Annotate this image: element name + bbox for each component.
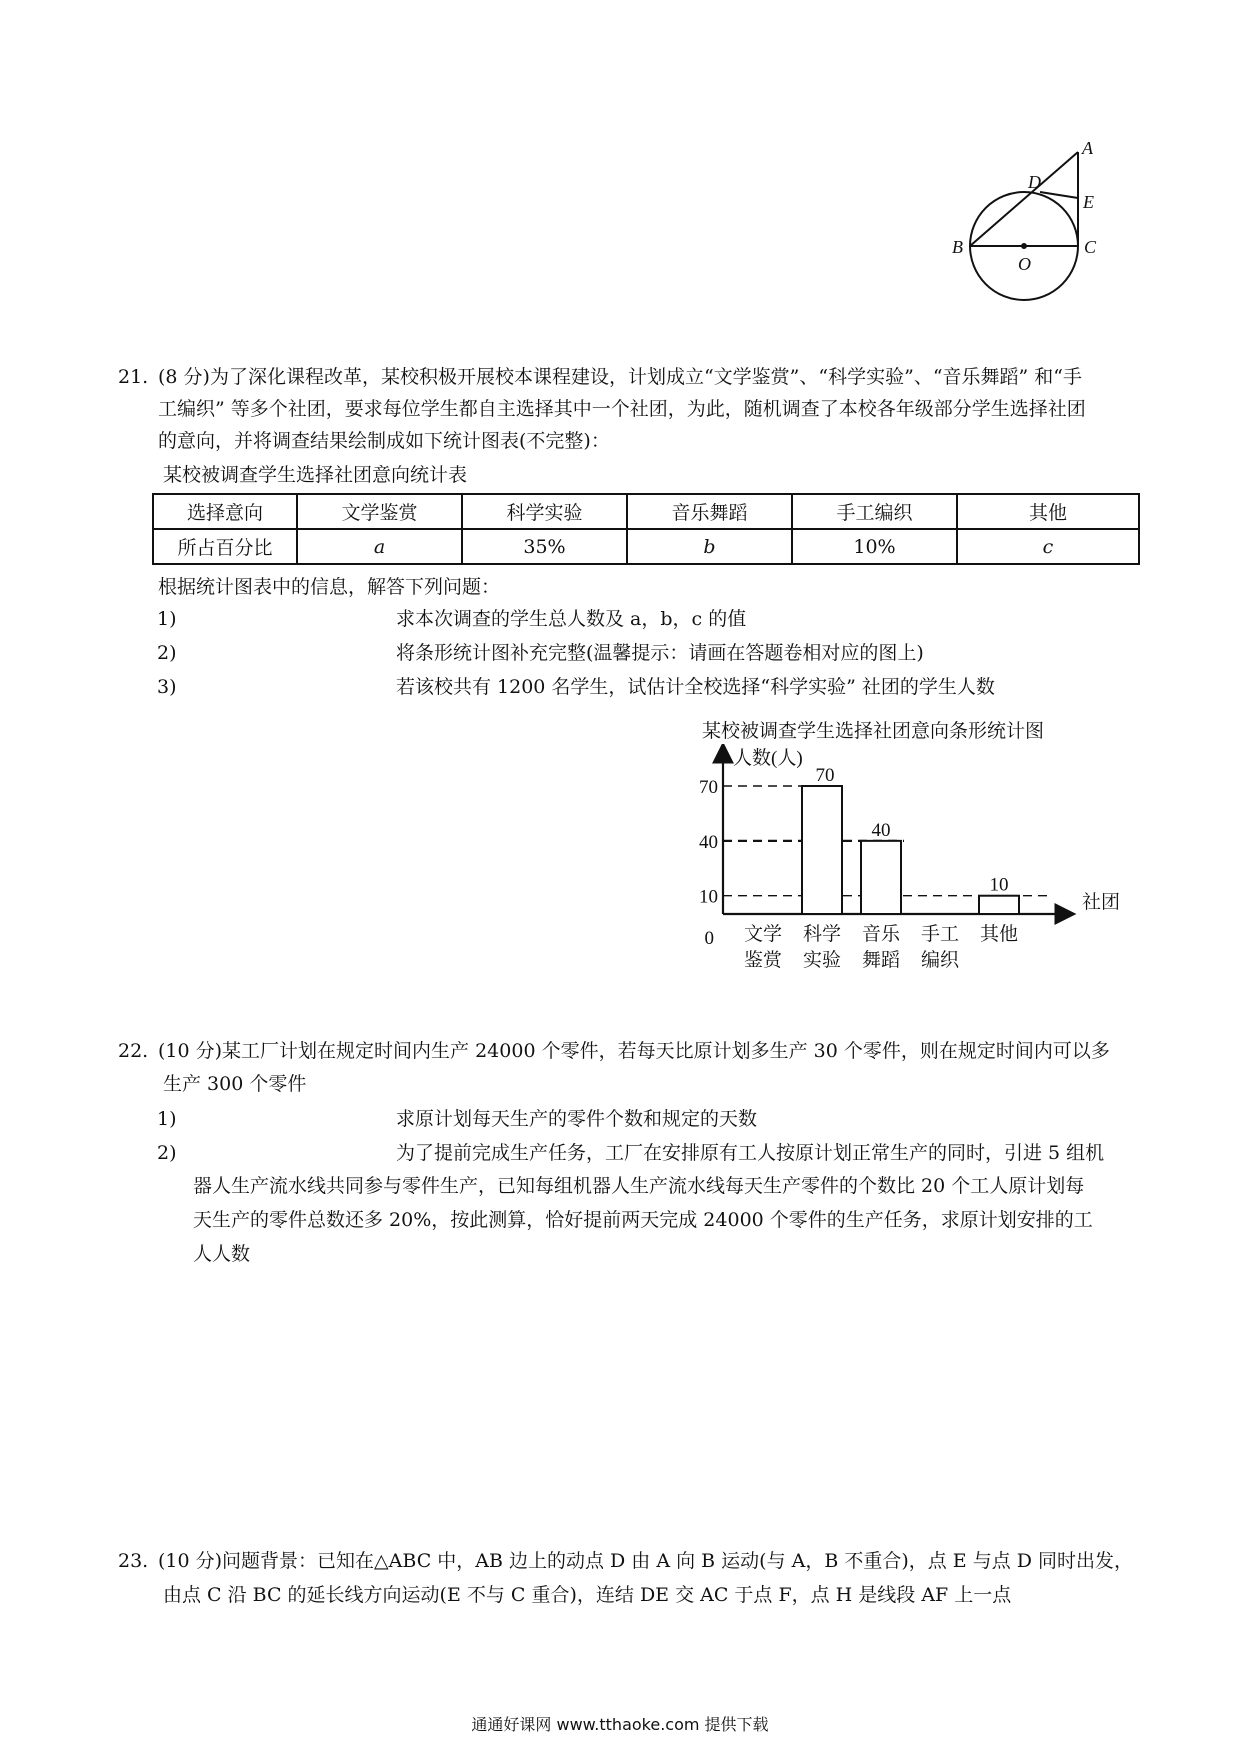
- y-tick-label: 40: [699, 831, 718, 853]
- x-tick-label: 音乐: [861, 924, 901, 945]
- page-footer: 通通好课网 www.tthaoke.com 提供下载: [471, 1715, 769, 1734]
- segment-ab: [970, 152, 1078, 246]
- table-header-cell: 音乐舞蹈: [627, 494, 792, 529]
- y-tick-label: 70: [699, 777, 718, 798]
- x-axis-title: 社团: [1082, 892, 1120, 913]
- x-tick-label: 其他: [979, 924, 1019, 945]
- q21-sub3-number: 3): [157, 676, 177, 698]
- x-tick-label: 实验: [802, 950, 842, 971]
- label-b: B: [952, 237, 963, 257]
- label-c: C: [1084, 237, 1097, 257]
- q22-number: 22.: [118, 1040, 149, 1062]
- bar: [979, 896, 1019, 914]
- q21-prompt: 根据统计图表中的信息，解答下列问题：: [158, 576, 501, 598]
- x-tick-label: 科学: [802, 924, 842, 945]
- q22-line-1: [158, 1038, 1110, 1064]
- q22-text-1: 某工厂计划在规定时间内生产 24000 个零件，若每天比原计划多生产 30 个零件，则在规定时间内可以多: [222, 1040, 1110, 1062]
- table-header-cell: 其他: [957, 494, 1139, 529]
- table-cell: c: [957, 529, 1139, 564]
- q23-text-1: 问题背景：已知在△ABC 中，AB 边上的动点 D 由 A 向 B 运动(与 A，B 不重合)，点 E 与点 D 同时出发，: [222, 1550, 1134, 1572]
- q23-number: 23.: [118, 1550, 149, 1572]
- survey-table: [152, 493, 1140, 565]
- table-header-cell: 文学鉴赏: [297, 494, 462, 529]
- x-tick-label: 手工: [920, 924, 960, 945]
- q21-line-1: [158, 364, 1082, 390]
- label-d: D: [1028, 172, 1041, 192]
- table-cell: 所占百分比: [153, 529, 297, 564]
- table-cell: 35%: [462, 529, 627, 564]
- label-o: O: [1018, 254, 1031, 274]
- q21-number: 21.: [118, 366, 149, 388]
- bar-chart: [680, 716, 1120, 986]
- table-row: [153, 494, 1139, 529]
- q22-score: (10 分): [158, 1040, 223, 1062]
- q22-sub2-line-2: 器人生产流水线共同参与零件生产，已知每组机器人生产流水线每天生产零件的个数比 20 个工人原计划每: [193, 1175, 1085, 1197]
- q21-text-1: 为了深化课程改革，某校积极开展校本课程建设，计划成立“文学鉴赏”、“科学实验”、“音乐舞蹈” 和“手: [209, 366, 1083, 388]
- y-tick-label: 10: [699, 886, 718, 908]
- bar: [802, 786, 842, 914]
- q23-line-1: [158, 1548, 1133, 1574]
- q21-sub3-text: 若该校共有 1200 名学生，试估计全校选择“科学实验” 社团的学生人数: [396, 676, 995, 698]
- bar-value-label: 70: [815, 765, 835, 786]
- table-header-cell: 手工编织: [792, 494, 957, 529]
- table-cell: 10%: [792, 529, 957, 564]
- table-header-cell: 选择意向: [153, 494, 297, 529]
- bar-value-label: 10: [989, 874, 1009, 896]
- q21-sub1-number: 1): [157, 608, 177, 630]
- table-cell: a: [297, 529, 462, 564]
- bar: [861, 841, 901, 914]
- q22-sub1-text: 求原计划每天生产的零件个数和规定的天数: [396, 1108, 758, 1130]
- y-axis-title: 人数(人): [733, 748, 803, 769]
- q21-sub2-number: 2): [157, 642, 177, 664]
- q22-line-2: 生产 300 个零件: [163, 1073, 307, 1095]
- q21-score: (8 分): [158, 366, 210, 388]
- chart-title: 某校被调查学生选择社团意向条形统计图: [702, 720, 1045, 742]
- label-a: A: [1082, 140, 1093, 158]
- origin-label: 0: [704, 928, 714, 949]
- q21-table-title: 某校被调查学生选择社团意向统计表: [163, 464, 468, 486]
- q22-sub2-line-3: 天生产的零件总数还多 20%，按此测算，恰好提前两天完成 24000 个零件的生产任务，求原计划安排的工: [193, 1209, 1093, 1231]
- q22-sub1-number: 1): [157, 1108, 177, 1130]
- geometry-figure: [940, 140, 1110, 310]
- q21-sub2-text: 将条形统计图补充完整(温馨提示：请画在答题卷相对应的图上): [396, 642, 924, 664]
- label-e: E: [1083, 192, 1094, 212]
- center-point-o: [1021, 243, 1027, 249]
- q21-sub1-text: 求本次调查的学生总人数及 a，b，c 的值: [396, 608, 747, 630]
- table-header-cell: 科学实验: [462, 494, 627, 529]
- x-tick-label: 编织: [920, 950, 960, 971]
- q22-sub2-line-4: 人人数: [193, 1243, 251, 1265]
- q21-line-2: 工编织” 等多个社团，要求每位学生都自主选择其中一个社团，为此，随机调查了本校各年级部分学生选择社团: [158, 398, 1086, 420]
- q23-line-2: 由点 C 沿 BC 的延长线方向运动(E 不与 C 重合)，连结 DE 交 AC 于点 F，点 H 是线段 AF 上一点: [163, 1584, 1012, 1606]
- x-tick-label: 舞蹈: [861, 950, 901, 971]
- q21-line-3: 的意向，并将调查结果绘制成如下统计图表(不完整)：: [158, 430, 610, 452]
- q23-score: (10 分): [158, 1550, 223, 1572]
- x-tick-label: 鉴赏: [743, 950, 783, 971]
- q22-sub2-line-1: 为了提前完成生产任务，工厂在安排原有工人按原计划正常生产的同时，引进 5 组机: [396, 1142, 1105, 1164]
- table-row: [153, 529, 1139, 564]
- q22-sub2-number: 2): [157, 1142, 177, 1164]
- bar-value-label: 40: [871, 819, 891, 841]
- x-tick-label: 文学: [743, 924, 783, 945]
- chart-svg: [680, 744, 1120, 989]
- table-cell: b: [627, 529, 792, 564]
